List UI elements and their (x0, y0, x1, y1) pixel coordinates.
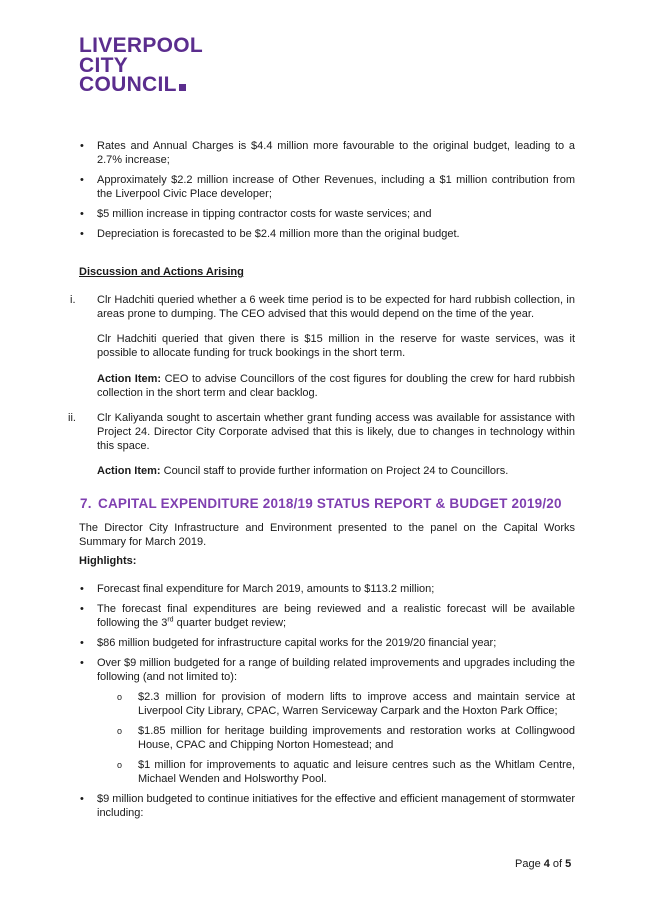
review-text-pre: The forecast final expenditures are being reviewed and a realistic forecast will be available following the 3 (97, 603, 575, 629)
action-item-text: CEO to advise Councillors of the cost figures for doubling the crew for hard rubbish collection in the short term and clear backlog. (97, 373, 575, 399)
logo-line-3 (79, 75, 229, 95)
bullet-text-depreciation: Depreciation is forecasted to be $2.4 million more than the original budget. (97, 228, 460, 240)
sub-bullet-circle-icon: o (117, 692, 123, 702)
action-item-text: Council staff to provide further information on Project 24 to Councillors. (160, 465, 509, 477)
bullet-text-rates: Rates and Annual Charges is $4.4 million more favourable to the original budget, leading to a 2.7% increase; (97, 140, 575, 166)
item-i-marker: i. (70, 294, 76, 306)
bullet-icon: • (80, 793, 84, 805)
item-ii-paragraph-1: Clr Kaliyanda sought to ascertain whether grant funding access was available for assistance with Project 24. Director City Corporate advised that this is likely, due to changes in technology within this space. (97, 412, 575, 452)
ordinal-superscript: rd (167, 616, 174, 624)
page-of: of (549, 858, 566, 870)
action-item-label: Action Item: (97, 465, 161, 477)
item-i-action (97, 372, 575, 400)
bullet-text-tipping: $5 million increase in tipping contractor costs for waste services; and (97, 208, 432, 220)
bullet-text-infrastructure: $86 million budgeted for infrastructure capital works for the 2019/20 financial year; (97, 637, 497, 649)
sub-bullet-text-aquatic: $1 million for improvements to aquatic and leisure centres such as the Whitlam Centre, Michael Wenden and Holsworthy Pool. (138, 759, 575, 785)
bullet-text-forecast: Forecast final expenditure for March 2019, amounts to $113.2 million; (97, 583, 435, 595)
bullet-icon: • (80, 174, 84, 186)
section-7-number: 7. (80, 496, 92, 511)
bullet-icon: • (80, 140, 84, 152)
page-current: 4 (543, 858, 550, 870)
bullet-icon: • (80, 657, 84, 669)
discussion-heading: Discussion and Actions Arising (79, 266, 244, 278)
logo-line-1: LIVERPOOL (79, 34, 204, 57)
highlights-label: Highlights: (79, 555, 137, 567)
council-logo (79, 36, 229, 95)
item-i-paragraph-2: Clr Hadchiti queried that given there is $15 million in the reserve for waste services, was it possible to allocate funding for truck bookings in the short term. (97, 333, 575, 359)
section-7-intro: The Director City Infrastructure and Environment presented to the panel on the Capital Works Summary for March 2019. (79, 522, 575, 548)
bullet-text-stormwater: $9 million budgeted to continue initiatives for the effective and efficient management of stormwater including: (97, 793, 575, 819)
bullet-text-revenues: Approximately $2.2 million increase of Other Revenues, including a $1 million contribution from the Liverpool Civic Place developer; (97, 174, 575, 200)
logo-line-3-text: COUNCIL (79, 73, 177, 96)
logo-square-icon (179, 84, 186, 91)
bullet-text-review (97, 602, 575, 630)
sub-bullet-circle-icon: o (117, 760, 123, 770)
bullet-icon: • (80, 583, 84, 595)
review-text-post: quarter budget review; (173, 617, 287, 629)
section-7-title: CAPITAL EXPENDITURE 2018/19 STATUS REPORT & BUDGET 2019/20 (98, 496, 562, 511)
sub-bullet-circle-icon: o (117, 726, 123, 736)
bullet-icon: • (80, 228, 84, 240)
page-number (515, 858, 571, 870)
page-total: 5 (565, 858, 572, 870)
item-ii-marker: ii. (68, 412, 76, 424)
bullet-text-building: Over $9 million budgeted for a range of building related improvements and upgrades including the following (and not limited to): (97, 657, 575, 683)
item-i-paragraph-1: Clr Hadchiti queried whether a 6 week time period is to be expected for hard rubbish collection, in areas prone to dumping. The CEO advised that this would depend on the time of the year. (97, 294, 575, 320)
action-item-label: Action Item: (97, 373, 162, 385)
item-ii-action (97, 464, 575, 478)
sub-bullet-text-lifts: $2.3 million for provision of modern lifts to improve access and maintain service at Liverpool City Library, CPAC, Warren Serviceway Carpark and the Hoxton Park Office; (138, 691, 575, 717)
sub-bullet-text-heritage: $1.85 million for heritage building improvements and restoration works at Collingwood House, CPAC and Chipping Norton Homestead; and (138, 725, 575, 751)
bullet-icon: • (80, 208, 84, 220)
bullet-icon: • (80, 603, 84, 615)
bullet-icon: • (80, 637, 84, 649)
logo-line-2: CITY (79, 53, 129, 77)
page-label: Page (515, 858, 544, 870)
